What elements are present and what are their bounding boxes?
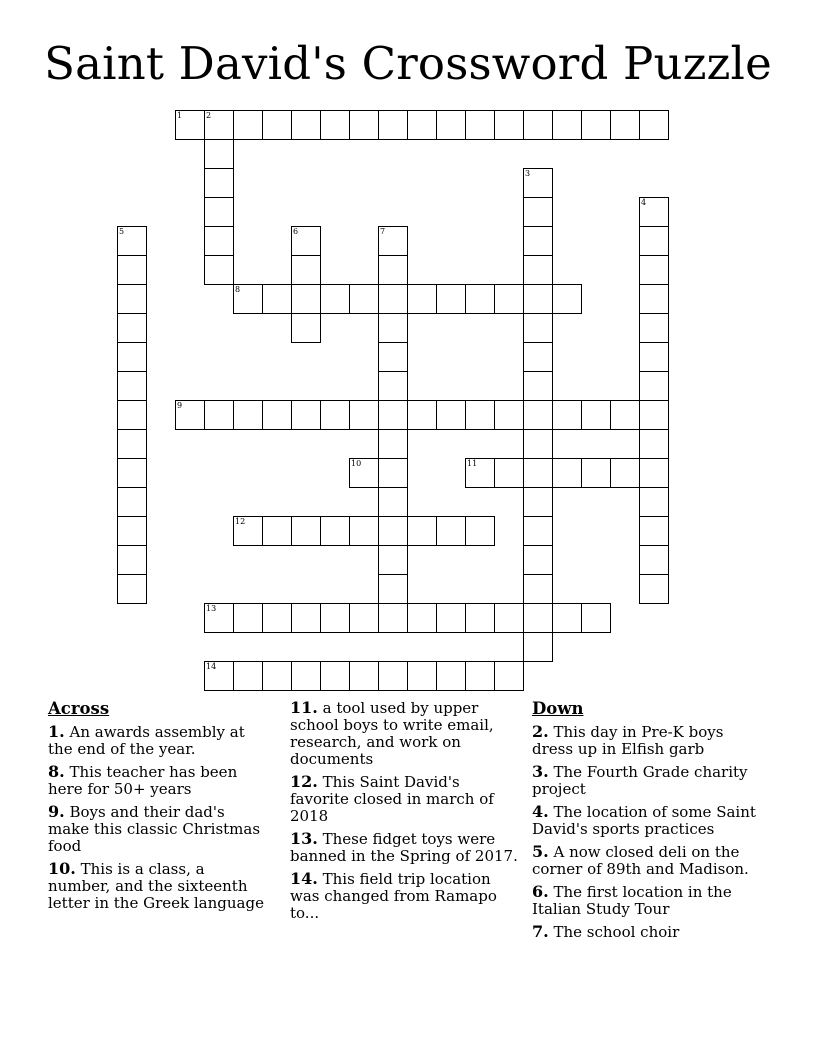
- grid-cell[interactable]: [349, 284, 379, 314]
- clue-across-12: [290, 773, 520, 825]
- grid-cell[interactable]: [639, 197, 669, 227]
- grid-cell[interactable]: [407, 284, 437, 314]
- grid-cell[interactable]: [117, 429, 147, 459]
- grid-cell[interactable]: [581, 603, 611, 633]
- grid-cell[interactable]: [465, 661, 495, 691]
- grid-cell[interactable]: [291, 400, 321, 430]
- grid-cell[interactable]: [436, 661, 466, 691]
- clue-text: These fidget toys were banned in the Spring of 2017.: [290, 830, 518, 865]
- clue-text: This is a class, a number, and the sixteenth letter in the Greek language: [48, 860, 264, 912]
- grid-cell[interactable]: [291, 313, 321, 343]
- grid-cell[interactable]: [117, 458, 147, 488]
- grid-cell[interactable]: [262, 400, 292, 430]
- grid-cell[interactable]: [639, 429, 669, 459]
- grid-cell[interactable]: [262, 603, 292, 633]
- grid-cell[interactable]: [639, 400, 669, 430]
- grid-cell[interactable]: [465, 516, 495, 546]
- grid-cell[interactable]: [320, 400, 350, 430]
- grid-cell[interactable]: [262, 110, 292, 140]
- grid-cell[interactable]: [175, 110, 205, 140]
- grid-cell[interactable]: [117, 574, 147, 604]
- grid-cell[interactable]: [378, 487, 408, 517]
- grid-cell[interactable]: [639, 545, 669, 575]
- grid-cell[interactable]: [465, 110, 495, 140]
- cell-number: 4: [641, 198, 647, 207]
- grid-cell[interactable]: [378, 371, 408, 401]
- grid-cell[interactable]: [407, 603, 437, 633]
- grid-cell[interactable]: [117, 400, 147, 430]
- grid-cell[interactable]: [552, 284, 582, 314]
- clue-text: The first location in the Italian Study Tour: [532, 883, 732, 918]
- grid-cell[interactable]: [291, 603, 321, 633]
- grid-cell[interactable]: [581, 458, 611, 488]
- grid-cell[interactable]: [639, 487, 669, 517]
- grid-cell[interactable]: [233, 603, 263, 633]
- clue-across-14: [290, 870, 520, 922]
- grid-cell[interactable]: [494, 400, 524, 430]
- grid-cell[interactable]: [262, 661, 292, 691]
- grid-cell[interactable]: [233, 110, 263, 140]
- grid-cell[interactable]: [465, 400, 495, 430]
- grid-cell[interactable]: [117, 284, 147, 314]
- grid-cell[interactable]: [523, 371, 553, 401]
- cell-number: 10: [351, 459, 362, 468]
- grid-cell[interactable]: [436, 110, 466, 140]
- grid-cell[interactable]: [175, 400, 205, 430]
- clue-down-2: [532, 723, 767, 758]
- grid-cell[interactable]: [262, 284, 292, 314]
- clue-down-5: [532, 843, 767, 878]
- grid-cell[interactable]: [639, 284, 669, 314]
- clue-number: 14.: [290, 869, 318, 888]
- clue-number: 11.: [290, 698, 318, 717]
- grid-cell[interactable]: [204, 661, 234, 691]
- grid-cell[interactable]: [204, 255, 234, 285]
- down-heading: Down: [532, 699, 584, 718]
- grid-cell[interactable]: [204, 139, 234, 169]
- clue-number: 7.: [532, 922, 549, 941]
- grid-cell[interactable]: [378, 516, 408, 546]
- clue-number: 4.: [532, 802, 549, 821]
- grid-cell[interactable]: [117, 487, 147, 517]
- grid-cell[interactable]: [320, 284, 350, 314]
- grid-cell[interactable]: [117, 226, 147, 256]
- grid-cell[interactable]: [291, 110, 321, 140]
- cell-number: 12: [235, 517, 246, 526]
- clue-number: 1.: [48, 722, 65, 741]
- grid-cell[interactable]: [523, 197, 553, 227]
- grid-cell[interactable]: [494, 603, 524, 633]
- cell-number: 2: [206, 111, 212, 120]
- grid-cell[interactable]: [378, 574, 408, 604]
- grid-cell[interactable]: [639, 371, 669, 401]
- grid-cell[interactable]: [349, 603, 379, 633]
- grid-cell[interactable]: [436, 400, 466, 430]
- clue-text: The Fourth Grade charity project: [532, 763, 748, 798]
- grid-cell[interactable]: [378, 458, 408, 488]
- grid-cell[interactable]: [407, 516, 437, 546]
- grid-cell[interactable]: [436, 516, 466, 546]
- grid-cell[interactable]: [523, 313, 553, 343]
- grid-cell[interactable]: [523, 168, 553, 198]
- cell-number: 14: [206, 662, 217, 671]
- grid-cell[interactable]: [320, 661, 350, 691]
- clue-number: 9.: [48, 802, 65, 821]
- clue-across-13: [290, 830, 520, 865]
- grid-cell[interactable]: [639, 110, 669, 140]
- grid-cell[interactable]: [610, 400, 640, 430]
- grid-cell[interactable]: [233, 400, 263, 430]
- grid-cell[interactable]: [523, 516, 553, 546]
- grid-cell[interactable]: [407, 110, 437, 140]
- grid-cell[interactable]: [349, 400, 379, 430]
- grid-cell[interactable]: [204, 400, 234, 430]
- cell-number: 11: [467, 459, 478, 468]
- grid-cell[interactable]: [291, 255, 321, 285]
- grid-cell[interactable]: [117, 371, 147, 401]
- cell-number: 7: [380, 227, 386, 236]
- clue-down-7: [532, 923, 767, 941]
- across-heading: Across: [48, 699, 110, 718]
- grid-cell[interactable]: [291, 661, 321, 691]
- grid-cell[interactable]: [494, 661, 524, 691]
- grid-cell[interactable]: [378, 226, 408, 256]
- grid-cell[interactable]: [378, 400, 408, 430]
- grid-cell[interactable]: [204, 603, 234, 633]
- cell-number: 13: [206, 604, 217, 613]
- grid-cell[interactable]: [494, 110, 524, 140]
- clue-across-1: [48, 723, 270, 758]
- grid-cell[interactable]: [320, 516, 350, 546]
- cell-number: 1: [177, 111, 183, 120]
- clue-text: This Saint David's favorite closed in march of 2018: [290, 773, 494, 825]
- grid-cell[interactable]: [117, 342, 147, 372]
- grid-cell[interactable]: [639, 226, 669, 256]
- grid-cell[interactable]: [117, 545, 147, 575]
- cell-number: 8: [235, 285, 241, 294]
- grid-cell[interactable]: [233, 661, 263, 691]
- grid-cell[interactable]: [523, 545, 553, 575]
- clue-across-8: [48, 763, 270, 798]
- grid-cell[interactable]: [523, 284, 553, 314]
- grid-cell[interactable]: [523, 255, 553, 285]
- grid-cell[interactable]: [523, 458, 553, 488]
- grid-cell[interactable]: [378, 255, 408, 285]
- grid-cell[interactable]: [523, 400, 553, 430]
- clue-number: 10.: [48, 859, 76, 878]
- grid-cell[interactable]: [581, 400, 611, 430]
- grid-cell[interactable]: [204, 110, 234, 140]
- grid-cell[interactable]: [204, 226, 234, 256]
- grid-cell[interactable]: [320, 110, 350, 140]
- grid-cell[interactable]: [523, 574, 553, 604]
- clue-text: Boys and their dad's make this classic Christmas food: [48, 803, 261, 855]
- grid-cell[interactable]: [523, 110, 553, 140]
- grid-cell[interactable]: [378, 110, 408, 140]
- clue-text: The location of some Saint David's sports practices: [532, 803, 756, 838]
- grid-cell[interactable]: [465, 458, 495, 488]
- grid-cell[interactable]: [436, 284, 466, 314]
- grid-cell[interactable]: [378, 342, 408, 372]
- grid-cell[interactable]: [552, 400, 582, 430]
- clue-text: This day in Pre-K boys dress up in Elfish garb: [532, 723, 724, 758]
- grid-cell[interactable]: [320, 603, 350, 633]
- grid-cell[interactable]: [639, 255, 669, 285]
- clue-text: This teacher has been here for 50+ years: [48, 763, 238, 798]
- clue-number: 8.: [48, 762, 65, 781]
- grid-cell[interactable]: [610, 458, 640, 488]
- grid-cell[interactable]: [552, 603, 582, 633]
- grid-cell[interactable]: [262, 516, 292, 546]
- down-clues: [532, 699, 767, 946]
- grid-cell[interactable]: [639, 574, 669, 604]
- clue-across-10: [48, 860, 270, 912]
- clue-text: A now closed deli on the corner of 89th and Madison.: [532, 843, 749, 878]
- grid-cell[interactable]: [291, 226, 321, 256]
- grid-cell[interactable]: [639, 342, 669, 372]
- grid-cell[interactable]: [465, 284, 495, 314]
- page-title: Saint David's Crossword Puzzle: [44, 37, 772, 90]
- grid-cell[interactable]: [204, 197, 234, 227]
- grid-cell[interactable]: [378, 313, 408, 343]
- grid-cell[interactable]: [465, 603, 495, 633]
- grid-cell[interactable]: [233, 284, 263, 314]
- grid-cell[interactable]: [639, 313, 669, 343]
- grid-cell[interactable]: [581, 110, 611, 140]
- clue-text: a tool used by upper school boys to write email, research, and work on documents: [290, 699, 494, 768]
- grid-cell[interactable]: [378, 284, 408, 314]
- grid-cell[interactable]: [204, 168, 234, 198]
- grid-cell[interactable]: [407, 661, 437, 691]
- grid-cell[interactable]: [349, 516, 379, 546]
- grid-cell[interactable]: [349, 661, 379, 691]
- cell-number: 9: [177, 401, 183, 410]
- grid-cell[interactable]: [523, 603, 553, 633]
- clue-number: 2.: [532, 722, 549, 741]
- grid-cell[interactable]: [291, 284, 321, 314]
- clue-text: This field trip location was changed from Ramapo to...: [290, 870, 497, 922]
- clue-down-4: [532, 803, 767, 838]
- clue-number: 5.: [532, 842, 549, 861]
- cell-number: 5: [119, 227, 125, 236]
- grid-cell[interactable]: [610, 110, 640, 140]
- grid-cell[interactable]: [436, 603, 466, 633]
- clue-down-3: [532, 763, 767, 798]
- clue-number: 3.: [532, 762, 549, 781]
- grid-cell[interactable]: [349, 110, 379, 140]
- clue-number: 12.: [290, 772, 318, 791]
- grid-cell[interactable]: [552, 110, 582, 140]
- grid-cell[interactable]: [494, 284, 524, 314]
- clue-number: 6.: [532, 882, 549, 901]
- grid-cell[interactable]: [117, 313, 147, 343]
- grid-cell[interactable]: [378, 661, 408, 691]
- across-clues-continued: [290, 699, 520, 927]
- grid-cell[interactable]: [117, 255, 147, 285]
- grid-cell[interactable]: [378, 603, 408, 633]
- clue-down-6: [532, 883, 767, 918]
- grid-cell[interactable]: [523, 487, 553, 517]
- grid-cell[interactable]: [349, 458, 379, 488]
- grid-cell[interactable]: [233, 516, 263, 546]
- grid-cell[interactable]: [639, 458, 669, 488]
- grid-cell[interactable]: [117, 516, 147, 546]
- grid-cell[interactable]: [523, 342, 553, 372]
- clue-text: The school choir: [553, 923, 680, 941]
- grid-cell[interactable]: [407, 400, 437, 430]
- across-clues: [48, 699, 270, 917]
- clue-across-11: [290, 699, 520, 768]
- grid-cell[interactable]: [378, 545, 408, 575]
- clue-across-9: [48, 803, 270, 855]
- grid-cell[interactable]: [523, 429, 553, 459]
- grid-cell[interactable]: [523, 226, 553, 256]
- grid-cell[interactable]: [378, 429, 408, 459]
- grid-cell[interactable]: [494, 458, 524, 488]
- cell-number: 6: [293, 227, 299, 236]
- grid-cell[interactable]: [523, 632, 553, 662]
- grid-cell[interactable]: [552, 458, 582, 488]
- grid-cell[interactable]: [291, 516, 321, 546]
- clue-text: An awards assembly at the end of the year.: [48, 723, 245, 758]
- cell-number: 3: [525, 169, 531, 178]
- grid-cell[interactable]: [639, 516, 669, 546]
- clue-number: 13.: [290, 829, 318, 848]
